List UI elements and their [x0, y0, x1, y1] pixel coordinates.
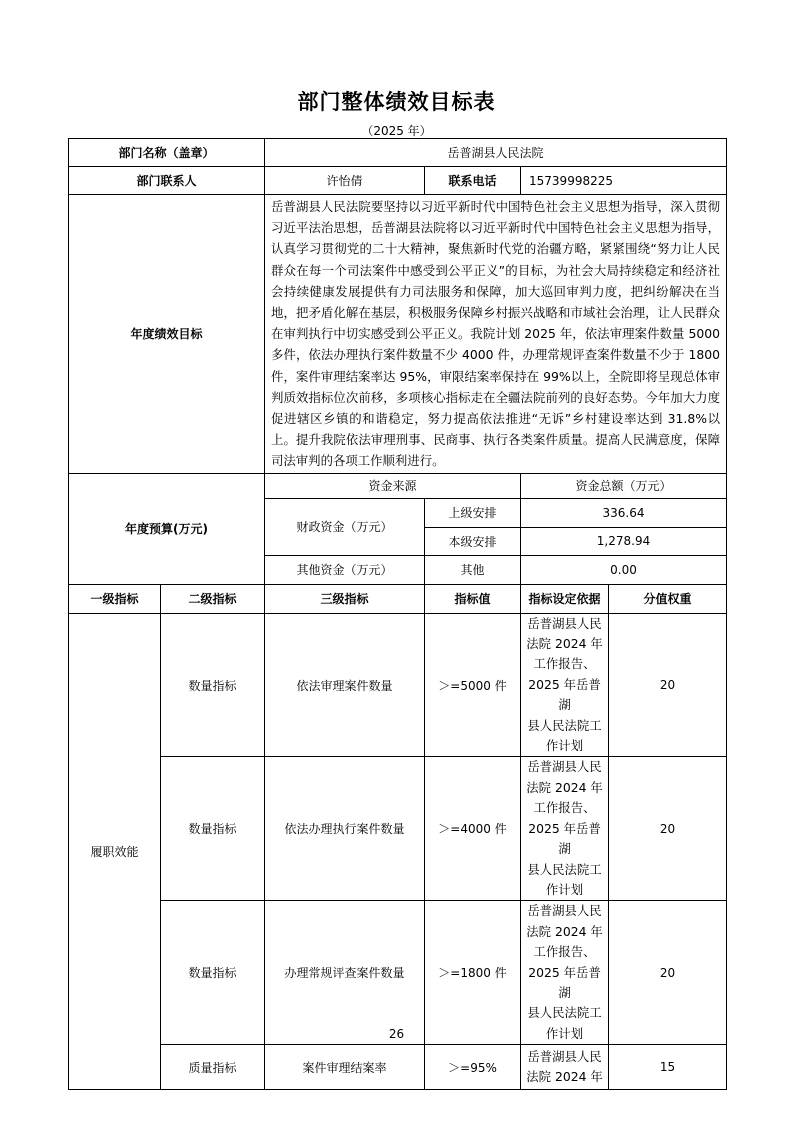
basis-line: 法院 2024 年: [526, 1069, 603, 1085]
table-row: [69, 901, 727, 1045]
table-row: [69, 757, 727, 901]
row-level2: 数量指标: [161, 613, 265, 757]
basis-line: 县人民法院工: [527, 717, 602, 733]
row-value: ＞=5000 件: [425, 613, 521, 757]
row-level3: 依法办理执行案件数量: [265, 757, 425, 901]
budget-total-header: 资金总额（万元）: [521, 473, 727, 498]
level1-name: 履职效能: [69, 613, 161, 1090]
basis-line: 县人民法院工: [527, 1005, 602, 1021]
budget-label: 年度预算(万元): [69, 473, 265, 584]
row-value: ＞=4000 件: [425, 757, 521, 901]
basis-line: 工作报告、: [533, 800, 596, 816]
row-level2: 数量指标: [161, 757, 265, 901]
basis-line: 作计划: [545, 1025, 584, 1041]
budget-source-header: 资金来源: [265, 473, 521, 498]
dept-name-value: 岳普湖县人民法院: [265, 139, 727, 167]
year-subtitle: （2025 年）: [361, 124, 432, 138]
basis-line: 岳普湖县人民: [527, 759, 602, 775]
row-level3: 依法审理案件数量: [265, 613, 425, 757]
basis-line: 岳普湖县人民: [527, 1048, 602, 1064]
basis-line: 岳普湖县人民: [527, 903, 602, 919]
basis-line: 工作报告、: [533, 656, 596, 672]
row-weight: 20: [609, 757, 727, 901]
row-basis: [521, 613, 609, 757]
basis-line: 县人民法院工: [527, 861, 602, 877]
basis-line: 法院 2024 年: [526, 779, 603, 795]
phone-label: 联系电话: [425, 167, 521, 195]
goal-label: 年度绩效目标: [69, 195, 265, 474]
dept-name-label: 部门名称（盖章）: [69, 139, 265, 167]
header-value: 指标值: [425, 584, 521, 613]
row-value: ＞=1800 件: [425, 901, 521, 1045]
row-weight: 20: [609, 613, 727, 757]
header-level1: 一级指标: [69, 584, 161, 613]
goal-text: 岳普湖县人民法院要坚持以习近平新时代中国特色社会主义思想为指导，深入贯彻习近平法治思想，岳普湖县法院将以习近平新时代中国特色社会主义思想为指导，认真学习贯彻党的二十大精神，聚焦新时代党的治疆方略，紧紧围绕“努力让人民群众在每一个司法案件中感受到公平正义”的目标，为社会大局持续稳定和经济社会持续健康发展提供有力司法服务和保障，加大巡回审判力度，把纠纷解决在当地，把矛盾化解在基层，积极服务保障乡村振兴战略和市域社会治理，让人民群众在审判执行中切实感受到公平正义。我院计划 2025 年，依法审理案件数量 5000 多件，依法办理执行案件数量不少 4000 件，办理常规评查案件数量不少于 1800 件，案件审理结案率达 95%，审限结案率保持在 99%以上，全院即将呈现总体审判质效指标位次前移，多项核心指标走在全疆法院前列的良好态势。今年加大力度促进辖区乡镇的和谐稳定，努力提高依法推进“无诉”乡村建设率达到 31.8%以上。提升我院依法审理刑事、民商事、执行各类案件质量。提高人民满意度，保障司法审判的各项工作顺利进行。: [265, 195, 727, 474]
dept-contact-label: 部门联系人: [69, 167, 265, 195]
row-level2: 质量指标: [161, 1045, 265, 1090]
other-sub-label: 其他: [425, 555, 521, 584]
row-basis: [521, 757, 609, 901]
phone-value: 15739998225: [521, 167, 727, 195]
basis-line: 岳普湖县人民: [527, 615, 602, 631]
row-level3: 办理常规评查案件数量: [265, 901, 425, 1045]
basis-line: 法院 2024 年: [526, 923, 603, 939]
row-basis: [521, 1045, 609, 1090]
row-basis: [521, 901, 609, 1045]
basis-line: 作计划: [545, 738, 584, 754]
header-basis: 指标设定依据: [521, 584, 609, 613]
page-title: 部门整体绩效目标表: [297, 90, 496, 114]
row-weight: 15: [609, 1045, 727, 1090]
dept-contact-value: 许怡倩: [265, 167, 425, 195]
other-funds-label: 其他资金（万元）: [265, 555, 425, 584]
row-level2: 数量指标: [161, 901, 265, 1045]
performance-table: [68, 138, 727, 1090]
basis-line: 作计划: [545, 881, 584, 897]
row-level3: 案件审理结案率: [265, 1045, 425, 1090]
other-funds-value: 0.00: [521, 555, 727, 584]
page-number: 26: [388, 1027, 405, 1041]
basis-line: 法院 2024 年: [526, 636, 603, 652]
basis-line: 2025 年岳普湖: [528, 676, 601, 713]
header-level3: 三级指标: [265, 584, 425, 613]
local-arrangement-value: 1,278.94: [521, 527, 727, 555]
upper-arrangement-value: 336.64: [521, 498, 727, 527]
basis-line: 工作报告、: [533, 944, 596, 960]
header-level2: 二级指标: [161, 584, 265, 613]
basis-line: 2025 年岳普湖: [528, 820, 601, 857]
upper-arrangement-label: 上级安排: [425, 498, 521, 527]
row-weight: 20: [609, 901, 727, 1045]
local-arrangement-label: 本级安排: [425, 527, 521, 555]
basis-line: 2025 年岳普湖: [528, 964, 601, 1000]
table-row: [69, 613, 727, 757]
table-row: [69, 1045, 727, 1090]
row-value: ＞=95%: [425, 1045, 521, 1090]
header-weight: 分值权重: [609, 584, 727, 613]
fiscal-funds-label: 财政资金（万元）: [265, 498, 425, 555]
